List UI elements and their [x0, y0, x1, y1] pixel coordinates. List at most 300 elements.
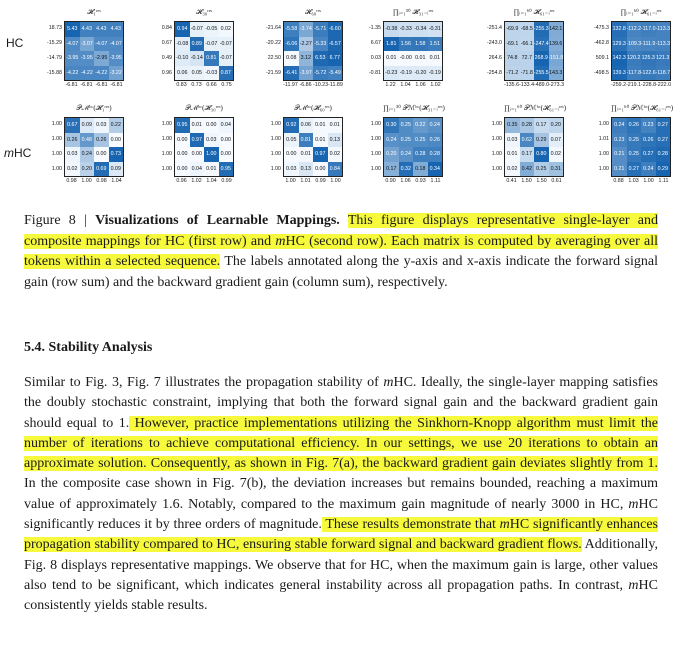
matrix-cell: 0.02 [505, 162, 520, 177]
matrix-cell: 0.24 [80, 147, 95, 162]
matrix-cell: 0.67 [65, 118, 80, 133]
matrix-cell: 125.3 [641, 51, 656, 66]
matrix-cell: 0.24 [428, 118, 443, 133]
row-gain-label: -15.88 [46, 70, 62, 76]
row-gain-label: 1.00 [51, 166, 62, 172]
matrix-cell: 0.27 [641, 147, 656, 162]
matrix-cell: -5.58 [284, 22, 299, 37]
row-gain-label: 264.6 [488, 55, 502, 61]
row-gain-label: 1.00 [270, 166, 281, 172]
matrix-cell: 0.02 [65, 162, 80, 177]
row-gain-label: -251.4 [486, 25, 502, 31]
matrix-cell: 0.30 [384, 118, 399, 133]
col-gain-label: -6.81 [65, 82, 78, 88]
col-gain-label: -228.8 [641, 82, 657, 88]
matrix-cell: 0.87 [219, 66, 234, 81]
col-gain-label: -219.1 [626, 82, 642, 88]
col-gain-label: 0.73 [191, 82, 202, 88]
matrix-cell: 0.09 [80, 118, 95, 133]
matrix-cell: 0.04 [219, 118, 234, 133]
col-gain-label: 0.99 [315, 178, 326, 184]
row-gain-label: 0.03 [370, 55, 381, 61]
matrix-cell: -0.07 [204, 37, 219, 52]
matrix-title: ∏ᵢ₌₁³⁰ 𝒫ℳʰᶜ(𝓗₃₁₋ᵢʳᵉˢ) [383, 104, 445, 112]
matrix-cell: 0.48 [80, 133, 95, 148]
matrix-cell: 0.25 [627, 147, 642, 162]
matrix-cell: 1.00 [204, 147, 219, 162]
matrix-cell: 0.00 [190, 147, 205, 162]
row-gain-label: -20.22 [265, 40, 281, 46]
matrix-cell: 0.73 [109, 147, 124, 162]
row-label-hc: HC [6, 36, 24, 50]
matrix-grid [504, 21, 564, 81]
matrix-cell: -109.3 [627, 37, 642, 52]
matrix-cell: 0.01 [505, 147, 520, 162]
matrix-title: ∏ᵢ₌₁⁶⁰ 𝒫ℳʰᶜ(𝓗₆₁₋ᵢʳᵉˢ) [611, 104, 674, 112]
row-gain-label: -14.79 [46, 55, 62, 61]
col-gain-label: 1.50 [521, 178, 532, 184]
col-gain-label: -273.3 [549, 82, 565, 88]
body-text-1: Similar to Fig. 3, Fig. 7 illustrates the propagation stability of [24, 375, 384, 390]
col-gain-label: 0.96 [176, 178, 187, 184]
caption-m: m [275, 233, 286, 249]
matrix-grid [383, 117, 443, 177]
col-gain-label: -6.86 [299, 82, 312, 88]
matrix-cell: -0.31 [428, 22, 443, 37]
col-gain-label: 1.06 [415, 82, 426, 88]
matrix-cell: -118.7 [656, 66, 671, 81]
matrix-cell: -0.03 [204, 66, 219, 81]
matrix-cell: 0.21 [612, 162, 627, 177]
figure-caption [24, 211, 658, 293]
matrix-grid [174, 21, 234, 81]
matrix-cell: 0.80 [534, 147, 549, 162]
col-gain-label: -259.2 [611, 82, 627, 88]
matrix-cell: 0.21 [612, 147, 627, 162]
matrix-cell: 0.07 [549, 133, 564, 148]
matrix-cell: 0.26 [428, 133, 443, 148]
matrix-cell: 0.03 [204, 133, 219, 148]
col-gain-label: 1.11 [658, 178, 669, 184]
row-gain-label: -0.81 [368, 70, 381, 76]
matrix-cell: -6.41 [284, 66, 299, 81]
matrix-cell: 0.28 [428, 147, 443, 162]
caption-label: Figure 8 | [24, 213, 96, 228]
matrix-cell: 0.01 [384, 51, 399, 66]
matrix-cell: 0.94 [175, 22, 190, 37]
col-gain-label: 1.00 [81, 178, 92, 184]
matrix-grid [64, 117, 124, 177]
matrix-title: ∏ᵢ₌₁⁶⁰ 𝒫ℳʰᶜ(𝓗₆₁₋ᵢʳᵉˢ) [504, 104, 567, 112]
matrix-cell: 0.05 [284, 133, 299, 148]
row-gain-label: 1.00 [51, 151, 62, 157]
matrix-cell: -117.0 [641, 22, 656, 37]
body-text-4: HC significantly reduces it by three orders of magnitude. [24, 496, 658, 533]
matrix-title: 𝓗₆₀ʳᵉˢ [305, 8, 321, 16]
matrix-cell: -0.10 [175, 51, 190, 66]
matrix-cell: -6.60 [328, 22, 343, 37]
body-m-1: m [383, 375, 394, 390]
matrix-cell: 0.34 [428, 162, 443, 177]
matrix-cell: 0.00 [284, 147, 299, 162]
matrix-cell: 0.06 [299, 118, 314, 133]
matrix-cell: 0.22 [109, 118, 124, 133]
matrix-cell: 0.13 [328, 133, 343, 148]
matrix-cell: 0.95 [175, 118, 190, 133]
matrix-cell: -0.00 [399, 51, 414, 66]
row-gain-label: -498.5 [593, 70, 609, 76]
matrix-cell: -3.22 [109, 66, 124, 81]
matrix-cell: 4.43 [80, 22, 95, 37]
matrix-cell: 0.97 [313, 147, 328, 162]
matrix-cell: 1.81 [384, 37, 399, 52]
matrix-cell: 0.92 [284, 118, 299, 133]
col-gain-label: 0.61 [551, 178, 562, 184]
caption-rest: The labels annotated along the y-axis and x-axis indicate the forward signal gain (row sum) and the backward gradient gain (column sum), respectively. [24, 254, 658, 290]
matrix-cell: 0.62 [520, 133, 535, 148]
matrix-panel [476, 8, 568, 100]
row-gain-label: 1.00 [491, 151, 502, 157]
matrix-cell: 0.01 [313, 133, 328, 148]
matrix-cell: -66.1 [520, 37, 535, 52]
matrix-cell: 0.02 [328, 147, 343, 162]
row-gain-label: 6.67 [370, 40, 381, 46]
matrix-cell: 0.02 [219, 22, 234, 37]
matrix-cell: 0.26 [65, 133, 80, 148]
matrix-cell: -2.95 [94, 51, 109, 66]
matrix-cell: 121.3 [656, 51, 671, 66]
matrix-cell: -4.07 [109, 37, 124, 52]
row-gain-label: -21.64 [265, 25, 281, 31]
matrix-cell: -0.08 [175, 37, 190, 52]
matrix-cell: 74.8 [505, 51, 520, 66]
matrix-cell: -6.06 [284, 37, 299, 52]
matrix-cell: -117.8 [627, 66, 642, 81]
caption-highlight-1: This figure displays representative single-layer and composite mappings for HC (first row) and [24, 213, 659, 249]
row-gain-label: 1.00 [491, 121, 502, 127]
matrix-cell: 0.03 [65, 147, 80, 162]
matrix-cell: -3.95 [80, 51, 95, 66]
row-gain-label: 509.1 [595, 55, 609, 61]
matrix-cell: 0.25 [399, 118, 414, 133]
matrix-cell: 0.26 [641, 133, 656, 148]
matrix-cell: 0.27 [627, 162, 642, 177]
row-gain-label: 1.01 [598, 136, 609, 142]
body-text-3: In the composite case shown in Fig. 7(b), the deviation increases but remains bounded, reaching a maximum value of approximately 1.6. Notably, compared to the maximum gain magnitude of nearly 3000 in HC, [24, 476, 658, 512]
matrix-cell: 0.81 [299, 133, 314, 148]
matrix-cell: 0.18 [413, 162, 428, 177]
matrix-cell: 0.00 [175, 147, 190, 162]
matrix-cell: -0.07 [219, 37, 234, 52]
matrix-cell: -71.2 [505, 66, 520, 81]
matrix-cell: 0.06 [175, 66, 190, 81]
row-gain-label: 22.50 [267, 55, 281, 61]
matrix-cell: 0.00 [175, 133, 190, 148]
matrix-cell: 0.01 [313, 118, 328, 133]
body-highlight-2b: HC significantly enhances propagation stability compared to HC, ensuring stable forward signal and backward gradient flows. [24, 517, 658, 553]
matrix-cell: -4.07 [94, 37, 109, 52]
row-gain-label: 0.67 [161, 40, 172, 46]
matrix-cell: -3.07 [80, 37, 95, 52]
row-gain-label: 1.00 [270, 151, 281, 157]
matrix-grid [383, 21, 443, 81]
matrix-cell: 0.28 [656, 147, 671, 162]
matrix-cell: 0.17 [534, 118, 549, 133]
matrix-cell: -2.27 [299, 37, 314, 52]
matrix-cell: 0.84 [328, 162, 343, 177]
matrix-cell: -255.5 [534, 66, 549, 81]
col-gain-label: 0.93 [415, 178, 426, 184]
body-m-2: m [628, 496, 639, 512]
matrix-cell: 0.32 [399, 162, 414, 177]
matrix-cell: 0.00 [204, 118, 219, 133]
matrix-cell: -0.33 [399, 22, 414, 37]
matrix-cell: -0.19 [399, 66, 414, 81]
matrix-cell: 0.81 [204, 51, 219, 66]
matrix-cell: 0.97 [190, 133, 205, 148]
matrix-cell: 268.9 [534, 51, 549, 66]
matrix-cell: -69.1 [505, 37, 520, 52]
row-gain-label: 1.00 [270, 136, 281, 142]
col-gain-label: 0.75 [221, 82, 232, 88]
matrix-grid [611, 21, 671, 81]
matrix-cell: 139.6 [549, 37, 564, 52]
caption-title: Visualizations of Learnable Mappings. [95, 213, 340, 228]
matrix-panel [146, 104, 238, 196]
matrix-cell: 0.00 [219, 147, 234, 162]
matrix-title: 𝒫ℳʰᶜ(𝓗₆₀ʳᵉˢ) [294, 104, 332, 112]
row-gain-label: -15.29 [46, 40, 62, 46]
matrix-cell: 0.08 [284, 51, 299, 66]
col-gain-label: 0.41 [506, 178, 517, 184]
matrix-cell: -0.23 [384, 66, 399, 81]
matrix-cell: 120.2 [627, 51, 642, 66]
matrix-cell: 0.03 [284, 162, 299, 177]
matrix-cell: 0.20 [549, 118, 564, 133]
col-gain-label: 1.00 [285, 178, 296, 184]
matrix-cell: -0.38 [384, 22, 399, 37]
matrix-cell: 0.09 [109, 162, 124, 177]
col-gain-label: 1.04 [400, 82, 411, 88]
row-gain-label: -1.35 [368, 25, 381, 31]
body-highlight-1: However, practice implementations utilizing the Sinkhorn-Knopp algorithm must limit the number of iterations to achieve computational efficiency. In our settings, we use 20 iterations to obtain an approximate solution. Consequently, as shown in Fig. 7(a), the backward gradient gain deviates slightly from 1. [24, 415, 658, 472]
matrix-cell: 0.35 [505, 118, 520, 133]
matrix-cell: 0.89 [190, 37, 205, 52]
row-gain-label: 1.00 [161, 121, 172, 127]
matrix-cell: 0.02 [549, 147, 564, 162]
matrix-cell: 5.43 [65, 22, 80, 37]
matrix-cell: 0.25 [534, 162, 549, 177]
matrix-cell: -112.2 [627, 22, 642, 37]
matrix-cell: -4.22 [94, 66, 109, 81]
matrix-cell: -5.33 [313, 37, 328, 52]
matrix-cell: 0.24 [641, 162, 656, 177]
matrix-cell: 72.7 [520, 51, 535, 66]
row-gain-label: 1.00 [598, 151, 609, 157]
matrix-title: 𝒫ℳʰᶜ(𝓗₁ʳᵉˢ) [76, 104, 112, 112]
matrix-cell: -0.19 [428, 66, 443, 81]
matrix-title: 𝒫ℳʰᶜ(𝓗₃₀ʳᵉˢ) [185, 104, 223, 112]
body-text-6: HC consistently yields stable results. [24, 577, 658, 614]
matrix-panel [36, 104, 128, 196]
matrix-cell: -4.07 [65, 37, 80, 52]
matrix-cell: 0.26 [94, 133, 109, 148]
row-gain-label: -475.3 [593, 25, 609, 31]
col-gain-label: -11.97 [283, 82, 298, 88]
matrix-cell: -5.49 [328, 66, 343, 81]
col-gain-label: 1.00 [330, 178, 341, 184]
matrix-cell: 0.20 [80, 162, 95, 177]
matrix-panel [476, 104, 568, 196]
matrix-cell: 0.04 [190, 162, 205, 177]
matrix-cell: -151.8 [549, 51, 564, 66]
matrix-cell: 132.8 [612, 22, 627, 37]
row-label-mhc: mHC [4, 146, 32, 160]
col-gain-label: 1.02 [430, 82, 441, 88]
matrix-cell: 129.3 [612, 37, 627, 52]
col-gain-label: -133.4 [519, 82, 535, 88]
body-m-4: m [628, 577, 639, 593]
row-gain-label: 1.00 [370, 166, 381, 172]
col-gain-label: 0.98 [66, 178, 77, 184]
matrix-panel [36, 8, 128, 100]
col-gain-label: 1.06 [400, 178, 411, 184]
matrix-cell: 0.24 [399, 147, 414, 162]
matrix-cell: -5.71 [313, 22, 328, 37]
row-gain-label: 18.73 [48, 25, 62, 31]
caption-highlight-2: HC (second row). Each matrix is computed by averaging over all tokens within a selected sequence. [24, 233, 659, 269]
col-gain-label: 1.03 [628, 178, 639, 184]
matrix-cell: 0.00 [219, 133, 234, 148]
matrix-cell: 0.01 [190, 118, 205, 133]
matrix-panel [355, 104, 447, 196]
row-gain-label: -243.0 [486, 40, 502, 46]
col-gain-label: 0.88 [613, 178, 624, 184]
matrix-cell: 142.1 [549, 22, 564, 37]
matrix-title: 𝓗₃₀ʳᵉˢ [196, 8, 212, 16]
matrix-grid [283, 21, 343, 81]
matrix-grid [283, 117, 343, 177]
matrix-cell: 1.56 [399, 37, 414, 52]
matrix-cell: 0.31 [549, 162, 564, 177]
matrix-cell: 4.43 [109, 22, 124, 37]
matrix-cell: 0.03 [94, 118, 109, 133]
matrix-cell: 1.51 [428, 37, 443, 52]
row-gain-label: 1.00 [161, 166, 172, 172]
matrix-cell: 0.13 [299, 162, 314, 177]
row-gain-label: 1.00 [370, 151, 381, 157]
matrix-cell: 0.01 [413, 51, 428, 66]
matrix-cell: 0.00 [109, 133, 124, 148]
matrix-cell: 0.03 [505, 133, 520, 148]
matrix-title: 𝓗₁ʳᵉˢ [87, 8, 101, 16]
matrix-cell: -6.57 [328, 37, 343, 52]
col-gain-label: -6.81 [110, 82, 123, 88]
matrix-grid [174, 117, 234, 177]
matrix-cell: 0.27 [656, 118, 671, 133]
col-gain-label: 1.04 [206, 178, 217, 184]
matrix-cell: 0.17 [384, 162, 399, 177]
row-gain-label: 1.00 [370, 136, 381, 142]
matrix-cell: -113.3 [656, 22, 671, 37]
matrix-cell: -71.8 [520, 66, 535, 81]
matrix-cell: 0.28 [520, 118, 535, 133]
col-gain-label: 1.01 [300, 178, 311, 184]
row-gain-label: 0.96 [161, 70, 172, 76]
matrix-cell: 0.29 [534, 133, 549, 148]
matrix-cell: -122.6 [641, 66, 656, 81]
row-gain-label: 1.00 [51, 136, 62, 142]
matrix-cell: -3.95 [109, 51, 124, 66]
matrix-cell: 3.12 [299, 51, 314, 66]
body-text-5: Additionally, Fig. 8 displays representative mappings. We observe that for HC, when the maximum gain is large, other values also tend to be significant, which indicates general instability across all propagation paths. In contrast, [24, 537, 658, 593]
row-gain-label: -462.8 [593, 40, 609, 46]
matrix-cell: -68.5 [520, 22, 535, 37]
matrix-cell: 0.00 [313, 162, 328, 177]
row-gain-label: 0.49 [161, 55, 172, 61]
col-gain-label: 0.83 [176, 82, 187, 88]
row-gain-label: 1.00 [598, 166, 609, 172]
matrix-cell: -4.22 [65, 66, 80, 81]
matrix-cell: 0.24 [612, 118, 627, 133]
col-gain-label: 0.90 [385, 178, 396, 184]
matrix-cell: 0.28 [413, 147, 428, 162]
row-gain-label: 1.00 [491, 166, 502, 172]
matrix-cell: 0.20 [384, 147, 399, 162]
matrix-cell: 0.25 [399, 133, 414, 148]
col-gain-label: -135.6 [504, 82, 520, 88]
matrix-panel [146, 8, 238, 100]
col-gain-label: -11.89 [328, 82, 343, 88]
matrix-cell: 4.43 [94, 22, 109, 37]
col-gain-label: 1.00 [643, 178, 654, 184]
matrix-cell: 0.42 [520, 162, 535, 177]
col-gain-label: 1.22 [385, 82, 396, 88]
row-gain-label: 1.00 [51, 121, 62, 127]
col-gain-label: -10.23 [313, 82, 329, 88]
matrix-cell: 0.24 [384, 133, 399, 148]
matrix-panel [255, 104, 347, 196]
matrix-cell: 143.3 [549, 66, 564, 81]
row-gain-label: 0.84 [161, 25, 172, 31]
col-gain-label: 1.50 [536, 178, 547, 184]
matrix-cell: -0.05 [204, 22, 219, 37]
matrix-grid [64, 21, 124, 81]
matrix-cell: 0.27 [656, 133, 671, 148]
matrix-cell: -0.07 [219, 51, 234, 66]
matrix-cell: 1.58 [413, 37, 428, 52]
matrix-cell: -247.4 [534, 37, 549, 52]
col-gain-label: -222.0 [656, 82, 672, 88]
body-text-2: HC. Ideally, the single-layer mapping satisfies the doubly stochastic constraint, implying that both the forward signal gain and the backward gradient gain should equal to 1. [24, 375, 658, 431]
matrix-cell: 0.01 [328, 118, 343, 133]
col-gain-label: 1.11 [430, 178, 441, 184]
row-gain-label: -254.8 [486, 70, 502, 76]
matrix-cell: 0.23 [612, 133, 627, 148]
matrix-cell: 0.01 [428, 51, 443, 66]
matrix-cell: 0.25 [627, 133, 642, 148]
matrix-cell: 0.29 [656, 162, 671, 177]
matrix-cell: 6.53 [313, 51, 328, 66]
matrix-cell: -111.9 [641, 37, 656, 52]
matrix-panel [355, 8, 447, 100]
matrix-panel [583, 8, 675, 100]
matrix-cell: -113.3 [656, 37, 671, 52]
matrix-cell: 142.3 [612, 51, 627, 66]
matrix-cell: 0.22 [413, 118, 428, 133]
row-gain-label: 1.00 [491, 136, 502, 142]
col-gain-label: 1.02 [191, 178, 202, 184]
